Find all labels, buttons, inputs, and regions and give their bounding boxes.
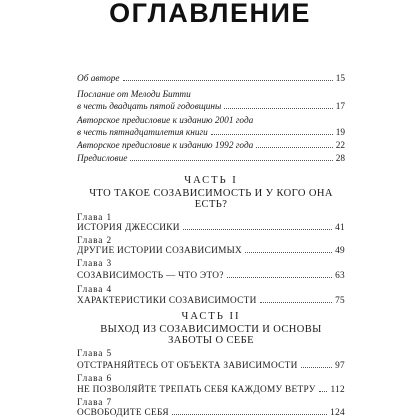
chapter-label: Глава 5 [77, 349, 113, 359]
toc-chapter-6 [77, 384, 345, 396]
toc-chapter-3 [77, 270, 345, 282]
chapter-page: 112 [330, 385, 345, 395]
entry-title: Авторское предисловие к изданию 1992 года [77, 141, 254, 151]
leader-dots [319, 391, 328, 392]
page-title: ОГЛАВЛЕНИЕ [109, 0, 311, 28]
chapter-label: Глава 6 [77, 374, 113, 384]
entry-page: 17 [335, 102, 345, 112]
chapter-title: ИСТОРИЯ ДЖЕССИКИ [77, 223, 180, 233]
entry-page: 28 [335, 154, 345, 164]
entry-title-line-2: в честь двадцать пятой годовщины [77, 102, 222, 112]
part-number: ЧАСТЬ II [181, 311, 241, 322]
chapter-label: Глава 7 [77, 398, 113, 408]
entry-title-line-2: в честь пятнадцатилетия книги [77, 128, 208, 138]
chapter-title: ХАРАКТЕРИСТИКИ СОЗАВИСИМОСТИ [77, 296, 257, 306]
chapter-page: 49 [335, 246, 345, 256]
toc-chapter-5 [77, 360, 345, 372]
chapter-title: НЕ ПОЗВОЛЯЙТЕ ТРЕПАТЬ СЕБЯ КАЖДОМУ ВЕТРУ [77, 385, 316, 395]
entry-page: 19 [335, 128, 345, 138]
leader-dots [260, 302, 332, 303]
entry-title: Предисловие [77, 154, 128, 164]
entry-page: 22 [335, 141, 345, 151]
toc-entry-about-author [77, 73, 345, 85]
entry-title-line-1: Послание от Мелоди Битти [77, 90, 191, 100]
toc-entry-beattie-message [77, 89, 345, 113]
chapter-label: Глава 2 [77, 236, 113, 246]
chapter-page: 41 [335, 223, 345, 233]
toc-chapter-4 [77, 295, 345, 307]
leader-dots [172, 414, 327, 415]
leader-dots [301, 367, 332, 368]
toc-chapter-1 [77, 222, 345, 234]
chapter-title: ОТСТРАНЯЙТЕСЬ ОТ ОБЪЕКТА ЗАВИСИМОСТИ [77, 361, 298, 371]
chapter-page: 63 [335, 271, 345, 281]
part-title: ВЫХОД ИЗ СОЗАВИСИМОСТИ И ОСНОВЫ ЗАБОТЫ О СЕБЕ [100, 324, 322, 346]
chapter-title: ДРУГИЕ ИСТОРИИ СОЗАВИСИМЫХ [77, 246, 243, 256]
toc-chapter-7 [77, 407, 345, 419]
chapter-label: Глава 1 [77, 213, 113, 223]
leader-dots [183, 229, 332, 230]
chapter-title: ОСВОБОДИТЕ СЕБЯ [77, 408, 169, 418]
leader-dots [224, 108, 332, 109]
leader-dots [123, 80, 333, 81]
entry-title: Об авторе [77, 74, 120, 84]
part-heading-2 [77, 311, 345, 346]
chapter-label: Глава 4 [77, 285, 113, 295]
chapter-page: 75 [335, 296, 345, 306]
part-title: ЧТО ТАКОЕ СОЗАВИСИМОСТЬ И У КОГО ОНА ЕСТЬ? [89, 188, 333, 210]
leader-dots [211, 134, 333, 135]
leader-dots [227, 277, 332, 278]
leader-dots [130, 160, 332, 161]
chapter-page: 97 [335, 361, 345, 371]
toc-entry-preface-1992 [77, 140, 345, 152]
chapter-title: СОЗАВИСИМОСТЬ — ЧТО ЭТО? [77, 271, 224, 281]
toc-entry-foreword [77, 153, 345, 165]
toc-entry-preface-2001 [77, 115, 345, 139]
part-number: ЧАСТЬ I [184, 175, 238, 186]
chapter-label: Глава 3 [77, 259, 113, 269]
entry-title-line-1: Авторское предисловие к изданию 2001 года [77, 116, 254, 126]
leader-dots [256, 147, 332, 148]
chapter-page: 124 [330, 408, 345, 418]
part-heading-1 [77, 175, 345, 210]
leader-dots [245, 252, 332, 253]
entry-page: 15 [335, 74, 345, 84]
toc-chapter-2 [77, 245, 345, 257]
